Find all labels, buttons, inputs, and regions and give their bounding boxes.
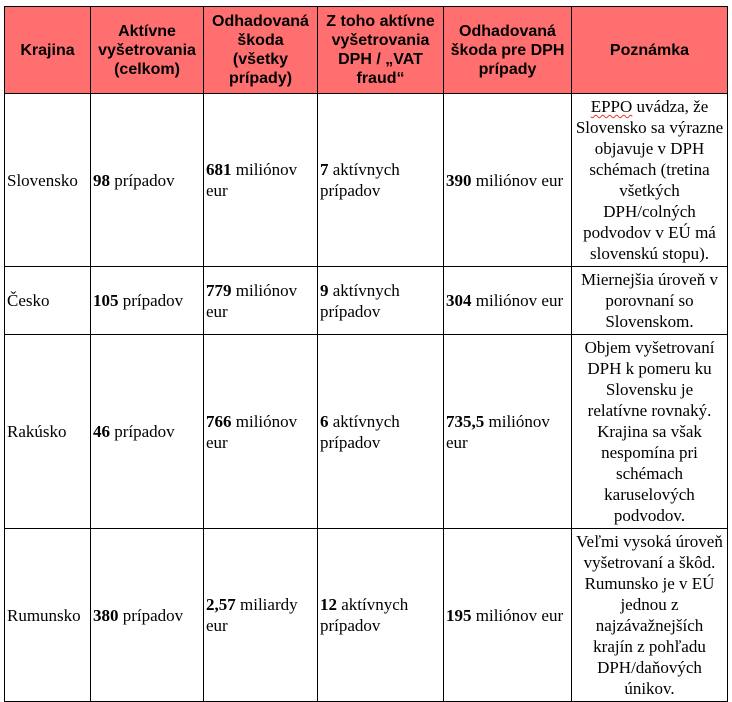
vat-investigations-unit: aktívnych prípadov — [320, 595, 409, 635]
note-cell — [572, 335, 728, 529]
vat-damage-amount: 304 — [446, 291, 472, 310]
investigations-unit: prípadov — [118, 605, 184, 625]
vat-investigations-count: 12 — [320, 595, 337, 614]
note-lead: EPPO — [590, 97, 633, 116]
vat-investigations-cell — [318, 335, 444, 529]
vat-damage-unit: miliónov eur — [471, 605, 564, 625]
damage-amount: 681 — [206, 160, 232, 179]
vat-investigations-cell — [318, 529, 444, 702]
investigations-count: 105 — [93, 291, 119, 310]
damage-cell — [204, 94, 318, 267]
vat-investigations-cell — [318, 267, 444, 335]
vat-damage-cell — [444, 267, 572, 335]
investigations-unit: prípadov — [118, 291, 184, 310]
investigations-cell — [91, 94, 204, 267]
damage-amount: 766 — [206, 411, 232, 431]
investigations-unit: prípadov — [110, 422, 175, 441]
table-row — [5, 529, 728, 702]
country-cell: Rakúsko — [5, 335, 91, 529]
vat-investigations-count: 6 — [320, 411, 329, 431]
vat-investigations-count: 7 — [320, 160, 329, 179]
investigations-unit: prípadov — [110, 170, 175, 190]
country-cell: Slovensko — [5, 94, 91, 267]
table-row — [5, 267, 728, 335]
note-text: uvádza, že Slovensko sa výrazne objavuje v DPH schémach (tretina všetkých DPH/colných podvodov v EÚ má slovenskú stopu). — [575, 97, 724, 263]
vat-investigations-unit: aktívnych prípadov — [320, 160, 400, 200]
country-cell: Česko — [5, 267, 91, 335]
damage-amount: 779 — [206, 280, 232, 300]
vat-damage-cell — [444, 335, 572, 529]
vat-damage-cell — [444, 529, 572, 702]
investigations-count: 46 — [93, 422, 110, 441]
investigations-cell — [91, 335, 204, 529]
investigations-cell — [91, 529, 204, 702]
investigations-count: 380 — [93, 605, 119, 625]
damage-unit: miliónov eur — [206, 280, 298, 321]
damage-cell — [204, 267, 318, 335]
vat-damage-amount: 390 — [446, 170, 472, 190]
eppo-comparison-table — [4, 6, 728, 702]
note-text: Veľmi vysoká úroveň vyšetrovaní a škôd. Rumunsko je v EÚ jednou z najzávažnejších krajín z pohľadu DPH/daňových únikov. — [576, 532, 723, 698]
note-cell — [572, 267, 728, 335]
damage-amount: 2,57 — [206, 595, 236, 614]
vat-damage-unit: miliónov eur — [471, 291, 564, 310]
table-body — [5, 94, 728, 702]
note-text: Miernejšia úroveň v porovnaní so Slovenskom. — [581, 270, 718, 331]
damage-cell — [204, 335, 318, 529]
damage-unit: miliónov eur — [206, 411, 298, 452]
table-row — [5, 335, 728, 529]
header-note: Poznámka — [572, 7, 728, 94]
header-vat-investigations: Z toho aktívne vyšetrovania DPH / „VAT fraud“ — [318, 7, 444, 94]
investigations-cell — [91, 267, 204, 335]
vat-investigations-unit: aktívnych prípadov — [320, 411, 400, 452]
vat-damage-amount: 735,5 — [446, 411, 485, 431]
investigations-count: 98 — [93, 170, 110, 190]
header-country: Krajina — [5, 7, 91, 94]
country-cell: Rumunsko — [5, 529, 91, 702]
table-row — [5, 94, 728, 267]
vat-damage-unit: miliónov eur — [446, 411, 550, 452]
vat-investigations-count: 9 — [320, 280, 329, 300]
vat-investigations-unit: aktívnych prípadov — [320, 280, 400, 321]
note-cell — [572, 529, 728, 702]
header-vat-damage: Odhadovaná škoda pre DPH prípady — [444, 7, 572, 94]
header-row — [5, 7, 728, 94]
note-text: Objem vyšetrovaní DPH k pomeru ku Slovensku je relatívne rovnaký. Krajina sa však nespomína pri schémach karuselových podvodov. — [584, 338, 715, 525]
vat-damage-cell — [444, 94, 572, 267]
vat-damage-unit: miliónov eur — [471, 170, 564, 190]
damage-unit: miliardy eur — [206, 595, 298, 635]
table-header — [5, 7, 728, 94]
damage-unit: miliónov eur — [206, 160, 298, 200]
vat-investigations-cell — [318, 94, 444, 267]
note-cell — [572, 94, 728, 267]
damage-cell — [204, 529, 318, 702]
header-active-investigations: Aktívne vyšetrovania (celkom) — [91, 7, 204, 94]
vat-damage-amount: 195 — [446, 605, 472, 625]
header-estimated-damage: Odhadovaná škoda (všetky prípady) — [204, 7, 318, 94]
